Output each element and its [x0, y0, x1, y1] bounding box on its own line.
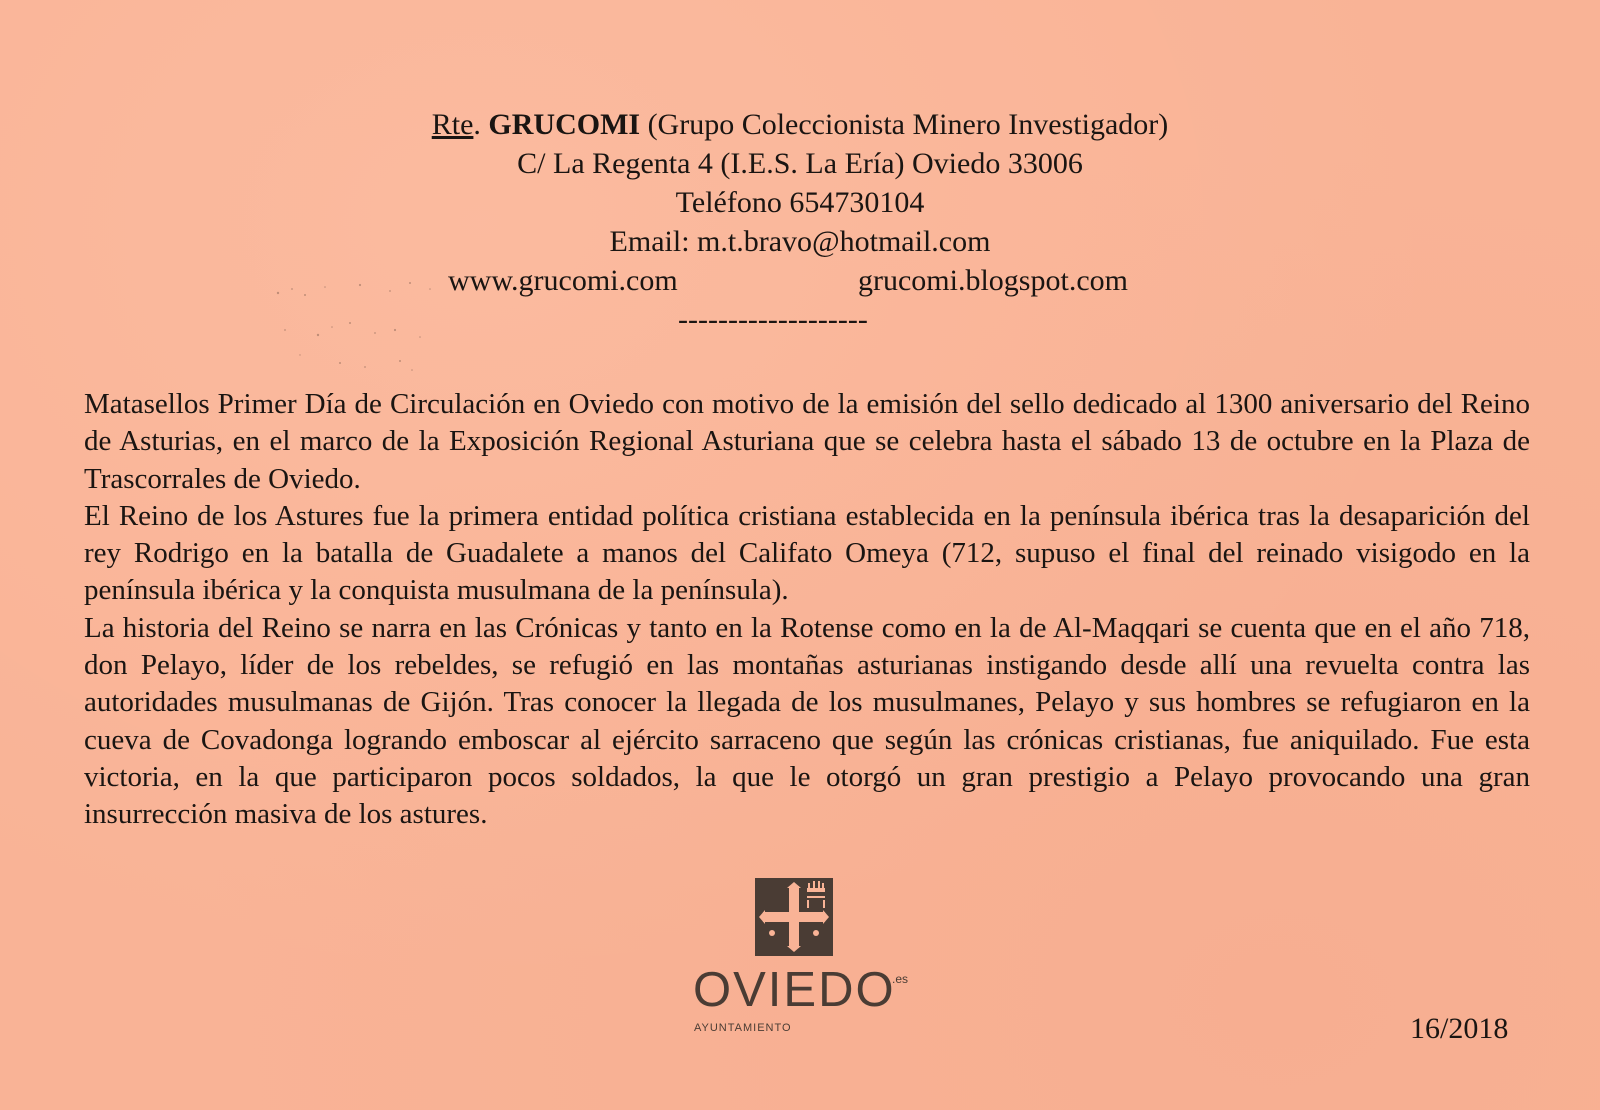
- web-row: [0, 261, 1600, 300]
- rte-label: Rte: [431, 108, 474, 141]
- phone-line: Teléfono 654730104: [675, 186, 925, 219]
- sender-line: [0, 105, 1600, 144]
- card-number: 16/2018: [1410, 1012, 1509, 1045]
- org-short-name: GRUCOMI: [488, 108, 641, 141]
- separator-row: [0, 300, 1600, 339]
- website-link: www.grucomi.com: [448, 264, 678, 297]
- asturias-cross-icon: [755, 878, 833, 956]
- separator-line: -------------------: [678, 303, 868, 336]
- email-line: Email: m.t.bravo@hotmail.com: [609, 225, 991, 258]
- oviedo-logo: [690, 878, 940, 1038]
- address-line: C/ La Regenta 4 (I.E.S. La Ería) Oviedo 33006: [517, 147, 1083, 180]
- oviedo-wordmark: OVIEDO: [693, 963, 896, 1017]
- oviedo-tld: .es: [892, 972, 909, 986]
- org-full-name: (Grupo Coleccionista Minero Investigador): [640, 108, 1169, 141]
- paragraph-kingdom: El Reino de los Astures fue la primera entidad política cristiana establecida en la península ibérica tras la desaparición del rey Rodrigo en la batalla de Guadalete a manos del Califato Omeya (712, supuso el final del reinado visigodo en la península ibérica y la conquista musulmana de la península).: [84, 499, 1530, 607]
- card-body: [84, 386, 1530, 834]
- sender-block: [0, 105, 1600, 339]
- oviedo-subtitle: AYUNTAMIENTO: [694, 1022, 792, 1034]
- blog-link: grucomi.blogspot.com: [858, 264, 1128, 297]
- paragraph-postmark: Matasellos Primer Día de Circulación en Oviedo con motivo de la emisión del sello dedicado al 1300 aniversario del Reino de Asturias, en el marco de la Exposición Regional Asturiana que se celebra hasta el sábado 13 de octubre en la Plaza de Trascorrales de Oviedo.: [84, 388, 1530, 495]
- rte-dot: .: [473, 108, 489, 141]
- paragraph-history: La historia del Reino se narra en las Crónicas y tanto en la Rotense como en la de Al-Maqqari se cuenta que en el año 718, don Pelayo, líder de los rebeldes, se refugió en las montañas asturianas instigando desde allí una revuelta contra las autoridades musulmanas de Gijón. Tras conocer la llegada de los musulmanes, Pelayo y sus hombres se refugiaron en la cueva de Covadonga logrando emboscar al ejército sarraceno que según las crónicas cristianas, fue aniquilado. Fue esta victoria, en la que participaron pocos soldados, la que le otorgó un gran prestigio a Pelayo provocando una gran insurrección masiva de los astures.: [84, 611, 1530, 831]
